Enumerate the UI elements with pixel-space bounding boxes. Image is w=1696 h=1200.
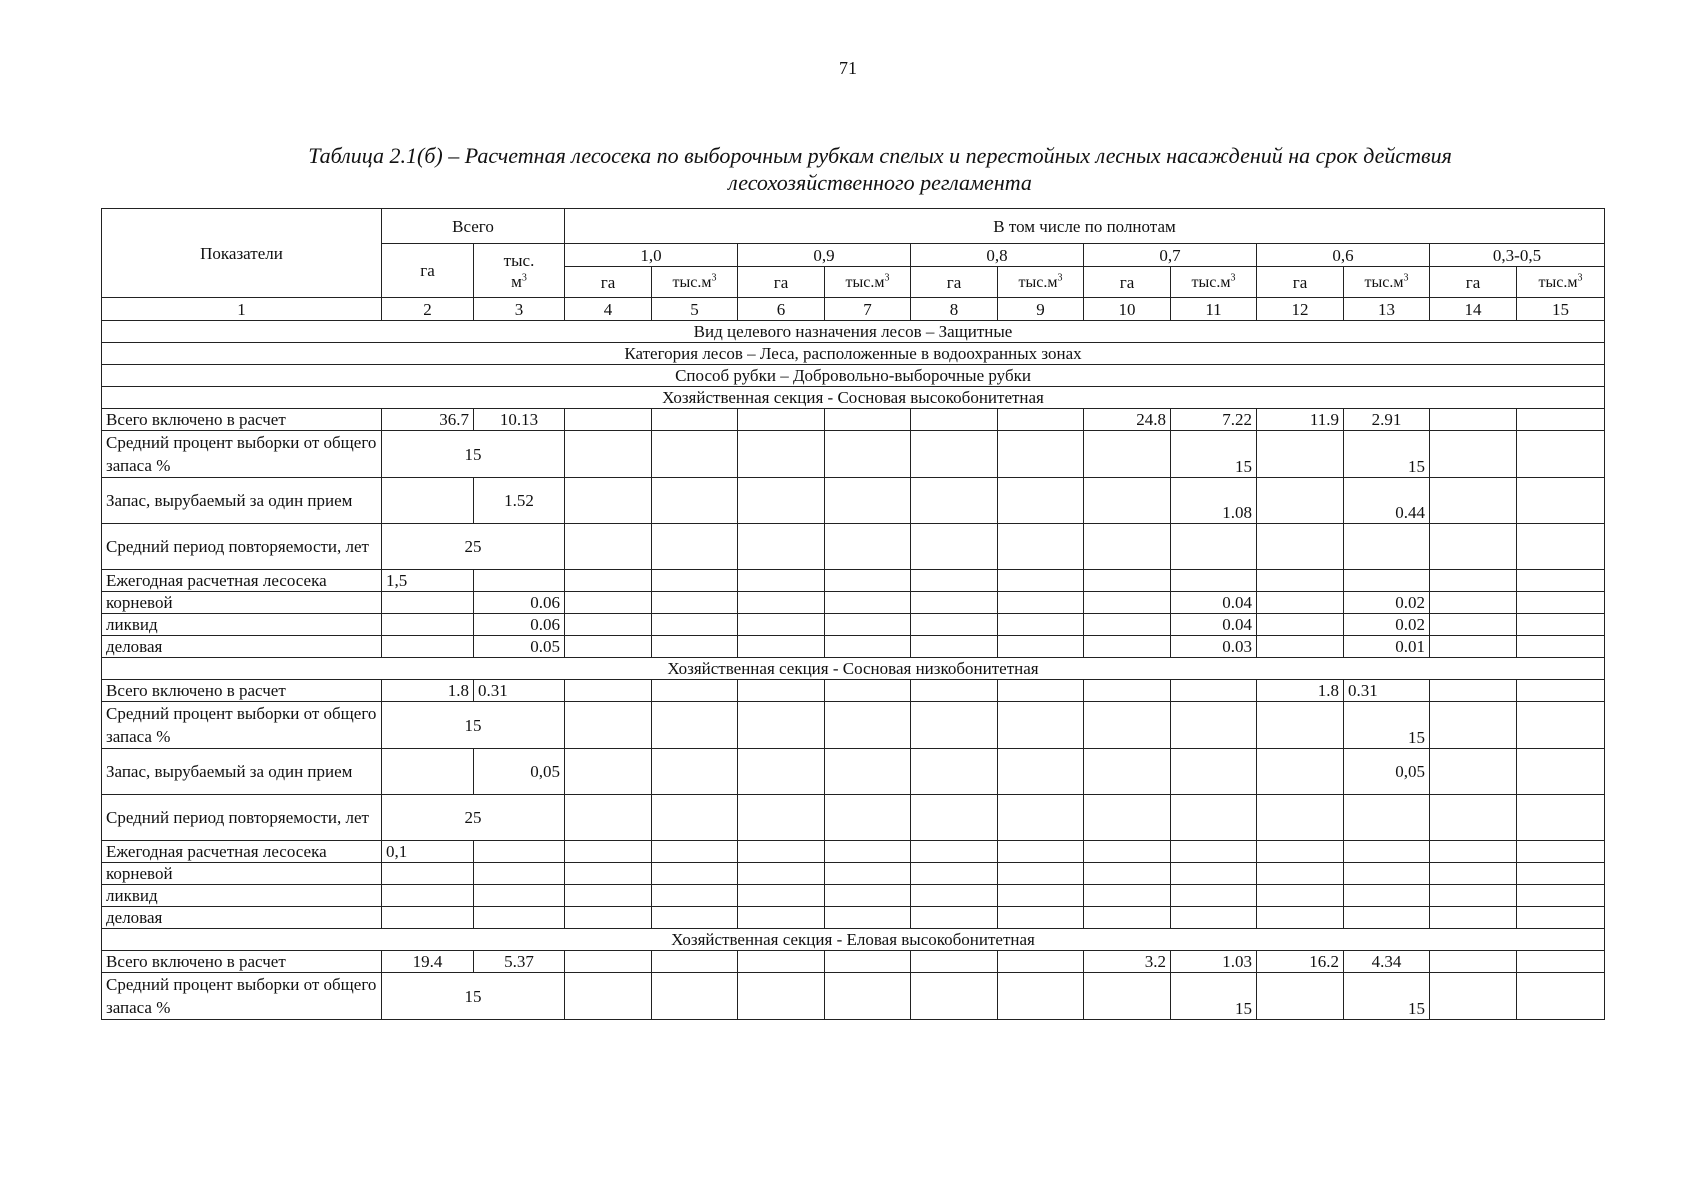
column-number: 5 [652, 298, 738, 321]
row-label: Всего включено в расчет [102, 409, 382, 431]
column-number: 12 [1257, 298, 1344, 321]
section-row [102, 343, 1605, 365]
row-label: Всего включено в расчет [102, 680, 382, 702]
cell: 15 [1344, 973, 1430, 1020]
section-heading-3: Хозяйственная секция - Еловая высокобонитетная [102, 929, 1605, 951]
table-row [102, 636, 1605, 658]
row-label: деловая [102, 636, 382, 658]
cutting-method-heading: Способ рубки – Добровольно-выборочные рубки [102, 365, 1605, 387]
header-ha: га [1257, 267, 1344, 298]
cell: 1.08 [1171, 478, 1257, 524]
header-volume: $тыс.м^3$ [998, 267, 1084, 298]
section-heading-2: Хозяйственная секция - Сосновая низкобонитетная [102, 658, 1605, 680]
table-row [102, 680, 1605, 702]
cell: 0.06 [474, 592, 565, 614]
cell: 10.13 [474, 409, 565, 431]
cell: 25 [382, 524, 565, 570]
header-ha: га [911, 267, 998, 298]
header-density-2: 0,9 [738, 244, 911, 267]
cell: 36.7 [382, 409, 474, 431]
header-ha: га [738, 267, 825, 298]
header-volume: $тыс.м^3$ [1344, 267, 1430, 298]
table-row [102, 592, 1605, 614]
header-total-volume: тыс. $м^3$ [474, 244, 565, 298]
cell: 15 [382, 973, 565, 1020]
row-label: Запас, вырубаемый за один прием [102, 749, 382, 795]
cell: 0,05 [474, 749, 565, 795]
cell: 0.44 [1344, 478, 1430, 524]
header-density-6: 0,3-0,5 [1430, 244, 1605, 267]
column-number: 13 [1344, 298, 1430, 321]
table-title-line-1: Таблица 2.1(б) – Расчетная лесосека по выборочным рубкам спелых и перестойных лесных насаждений на срок действия [308, 143, 1452, 168]
cell: 5.37 [474, 951, 565, 973]
page-number: 71 [839, 58, 857, 78]
table-title [190, 142, 1570, 196]
header-volume: $тыс.м^3$ [652, 267, 738, 298]
header-total-ha: га [382, 244, 474, 298]
header-ha: га [1430, 267, 1517, 298]
cell: 1,5 [382, 570, 474, 592]
row-label: Средний процент выборки от общего запаса % [102, 702, 382, 749]
header-volume: $тыс.м^3$ [825, 267, 911, 298]
column-number-row [102, 298, 1605, 321]
cell: 4.34 [1344, 951, 1430, 973]
row-label: Всего включено в расчет [102, 951, 382, 973]
row-label: Ежегодная расчетная лесосека [102, 841, 382, 863]
table-row [102, 570, 1605, 592]
column-number: 1 [102, 298, 382, 321]
row-label: Средний период повторяемости, лет [102, 795, 382, 841]
section-row [102, 929, 1605, 951]
forest-purpose-heading: Вид целевого назначения лесов – Защитные [102, 321, 1605, 343]
header-density-3: 0,8 [911, 244, 1084, 267]
column-number: 9 [998, 298, 1084, 321]
cell: 3.2 [1084, 951, 1171, 973]
table-row [102, 841, 1605, 863]
cell: 15 [1344, 431, 1430, 478]
column-number: 2 [382, 298, 474, 321]
cell: 0,1 [382, 841, 474, 863]
row-label: корневой [102, 592, 382, 614]
allowable-cut-table [101, 208, 1605, 1020]
cell: 19.4 [382, 951, 474, 973]
table-row [102, 951, 1605, 973]
cell: 24.8 [1084, 409, 1171, 431]
table-row [102, 885, 1605, 907]
section-row [102, 321, 1605, 343]
column-number: 10 [1084, 298, 1171, 321]
cell: 15 [1171, 973, 1257, 1020]
row-label: деловая [102, 907, 382, 929]
row-label: корневой [102, 863, 382, 885]
cell: 1.03 [1171, 951, 1257, 973]
cell: 0.02 [1344, 592, 1430, 614]
cell: 15 [382, 431, 565, 478]
table-row [102, 478, 1605, 524]
row-label: ликвид [102, 614, 382, 636]
table-row [102, 524, 1605, 570]
header-row-1 [102, 209, 1605, 244]
row-label: ликвид [102, 885, 382, 907]
cell: 0.05 [474, 636, 565, 658]
cell: 25 [382, 795, 565, 841]
cell: 2.91 [1344, 409, 1430, 431]
header-ha: га [1084, 267, 1171, 298]
row-label: Запас, вырубаемый за один прием [102, 478, 382, 524]
cell: 7.22 [1171, 409, 1257, 431]
header-ha: га [565, 267, 652, 298]
table-row [102, 973, 1605, 1020]
header-density-1: 1,0 [565, 244, 738, 267]
column-number: 14 [1430, 298, 1517, 321]
cell: 1.52 [474, 478, 565, 524]
row-label: Средний процент выборки от общего запаса % [102, 431, 382, 478]
row-label: Средний процент выборки от общего запаса % [102, 973, 382, 1020]
column-number: 8 [911, 298, 998, 321]
cell: 0.01 [1344, 636, 1430, 658]
row-label: Средний период повторяемости, лет [102, 524, 382, 570]
column-number: 3 [474, 298, 565, 321]
cell: 16.2 [1257, 951, 1344, 973]
cell: 0.03 [1171, 636, 1257, 658]
column-number: 7 [825, 298, 911, 321]
header-volume: $тыс.м^3$ [1171, 267, 1257, 298]
cell: 0.02 [1344, 614, 1430, 636]
cell: 15 [1344, 702, 1430, 749]
section-heading-1: Хозяйственная секция - Сосновая высокобонитетная [102, 387, 1605, 409]
table-row [102, 863, 1605, 885]
cell: 0.04 [1171, 592, 1257, 614]
cell: 0.31 [1344, 680, 1430, 702]
row-label: Ежегодная расчетная лесосека [102, 570, 382, 592]
table-row [102, 614, 1605, 636]
column-number: 6 [738, 298, 825, 321]
cell: 11.9 [1257, 409, 1344, 431]
table-row [102, 749, 1605, 795]
column-number: 11 [1171, 298, 1257, 321]
header-volume: $тыс.м^3$ [1517, 267, 1605, 298]
table-row [102, 907, 1605, 929]
header-indicators: Показатели [102, 209, 382, 298]
section-row [102, 658, 1605, 680]
forest-category-heading: Категория лесов – Леса, расположенные в водоохранных зонах [102, 343, 1605, 365]
table-row [102, 431, 1605, 478]
table-row [102, 795, 1605, 841]
cell: 1.8 [382, 680, 474, 702]
table-row [102, 409, 1605, 431]
column-number: 15 [1517, 298, 1605, 321]
cell: 15 [382, 702, 565, 749]
column-number: 4 [565, 298, 652, 321]
header-total: Всего [382, 209, 565, 244]
table-row [102, 702, 1605, 749]
cell: 0.31 [474, 680, 565, 702]
section-row [102, 387, 1605, 409]
cell: 15 [1171, 431, 1257, 478]
cell: 1.8 [1257, 680, 1344, 702]
cell: 0.06 [474, 614, 565, 636]
table-title-line-2: лесохозяйственного регламента [728, 170, 1032, 195]
header-density-5: 0,6 [1257, 244, 1430, 267]
header-density-4: 0,7 [1084, 244, 1257, 267]
cell: 0.04 [1171, 614, 1257, 636]
header-by-density: В том числе по полнотам [565, 209, 1605, 244]
cell: 0,05 [1344, 749, 1430, 795]
section-row [102, 365, 1605, 387]
